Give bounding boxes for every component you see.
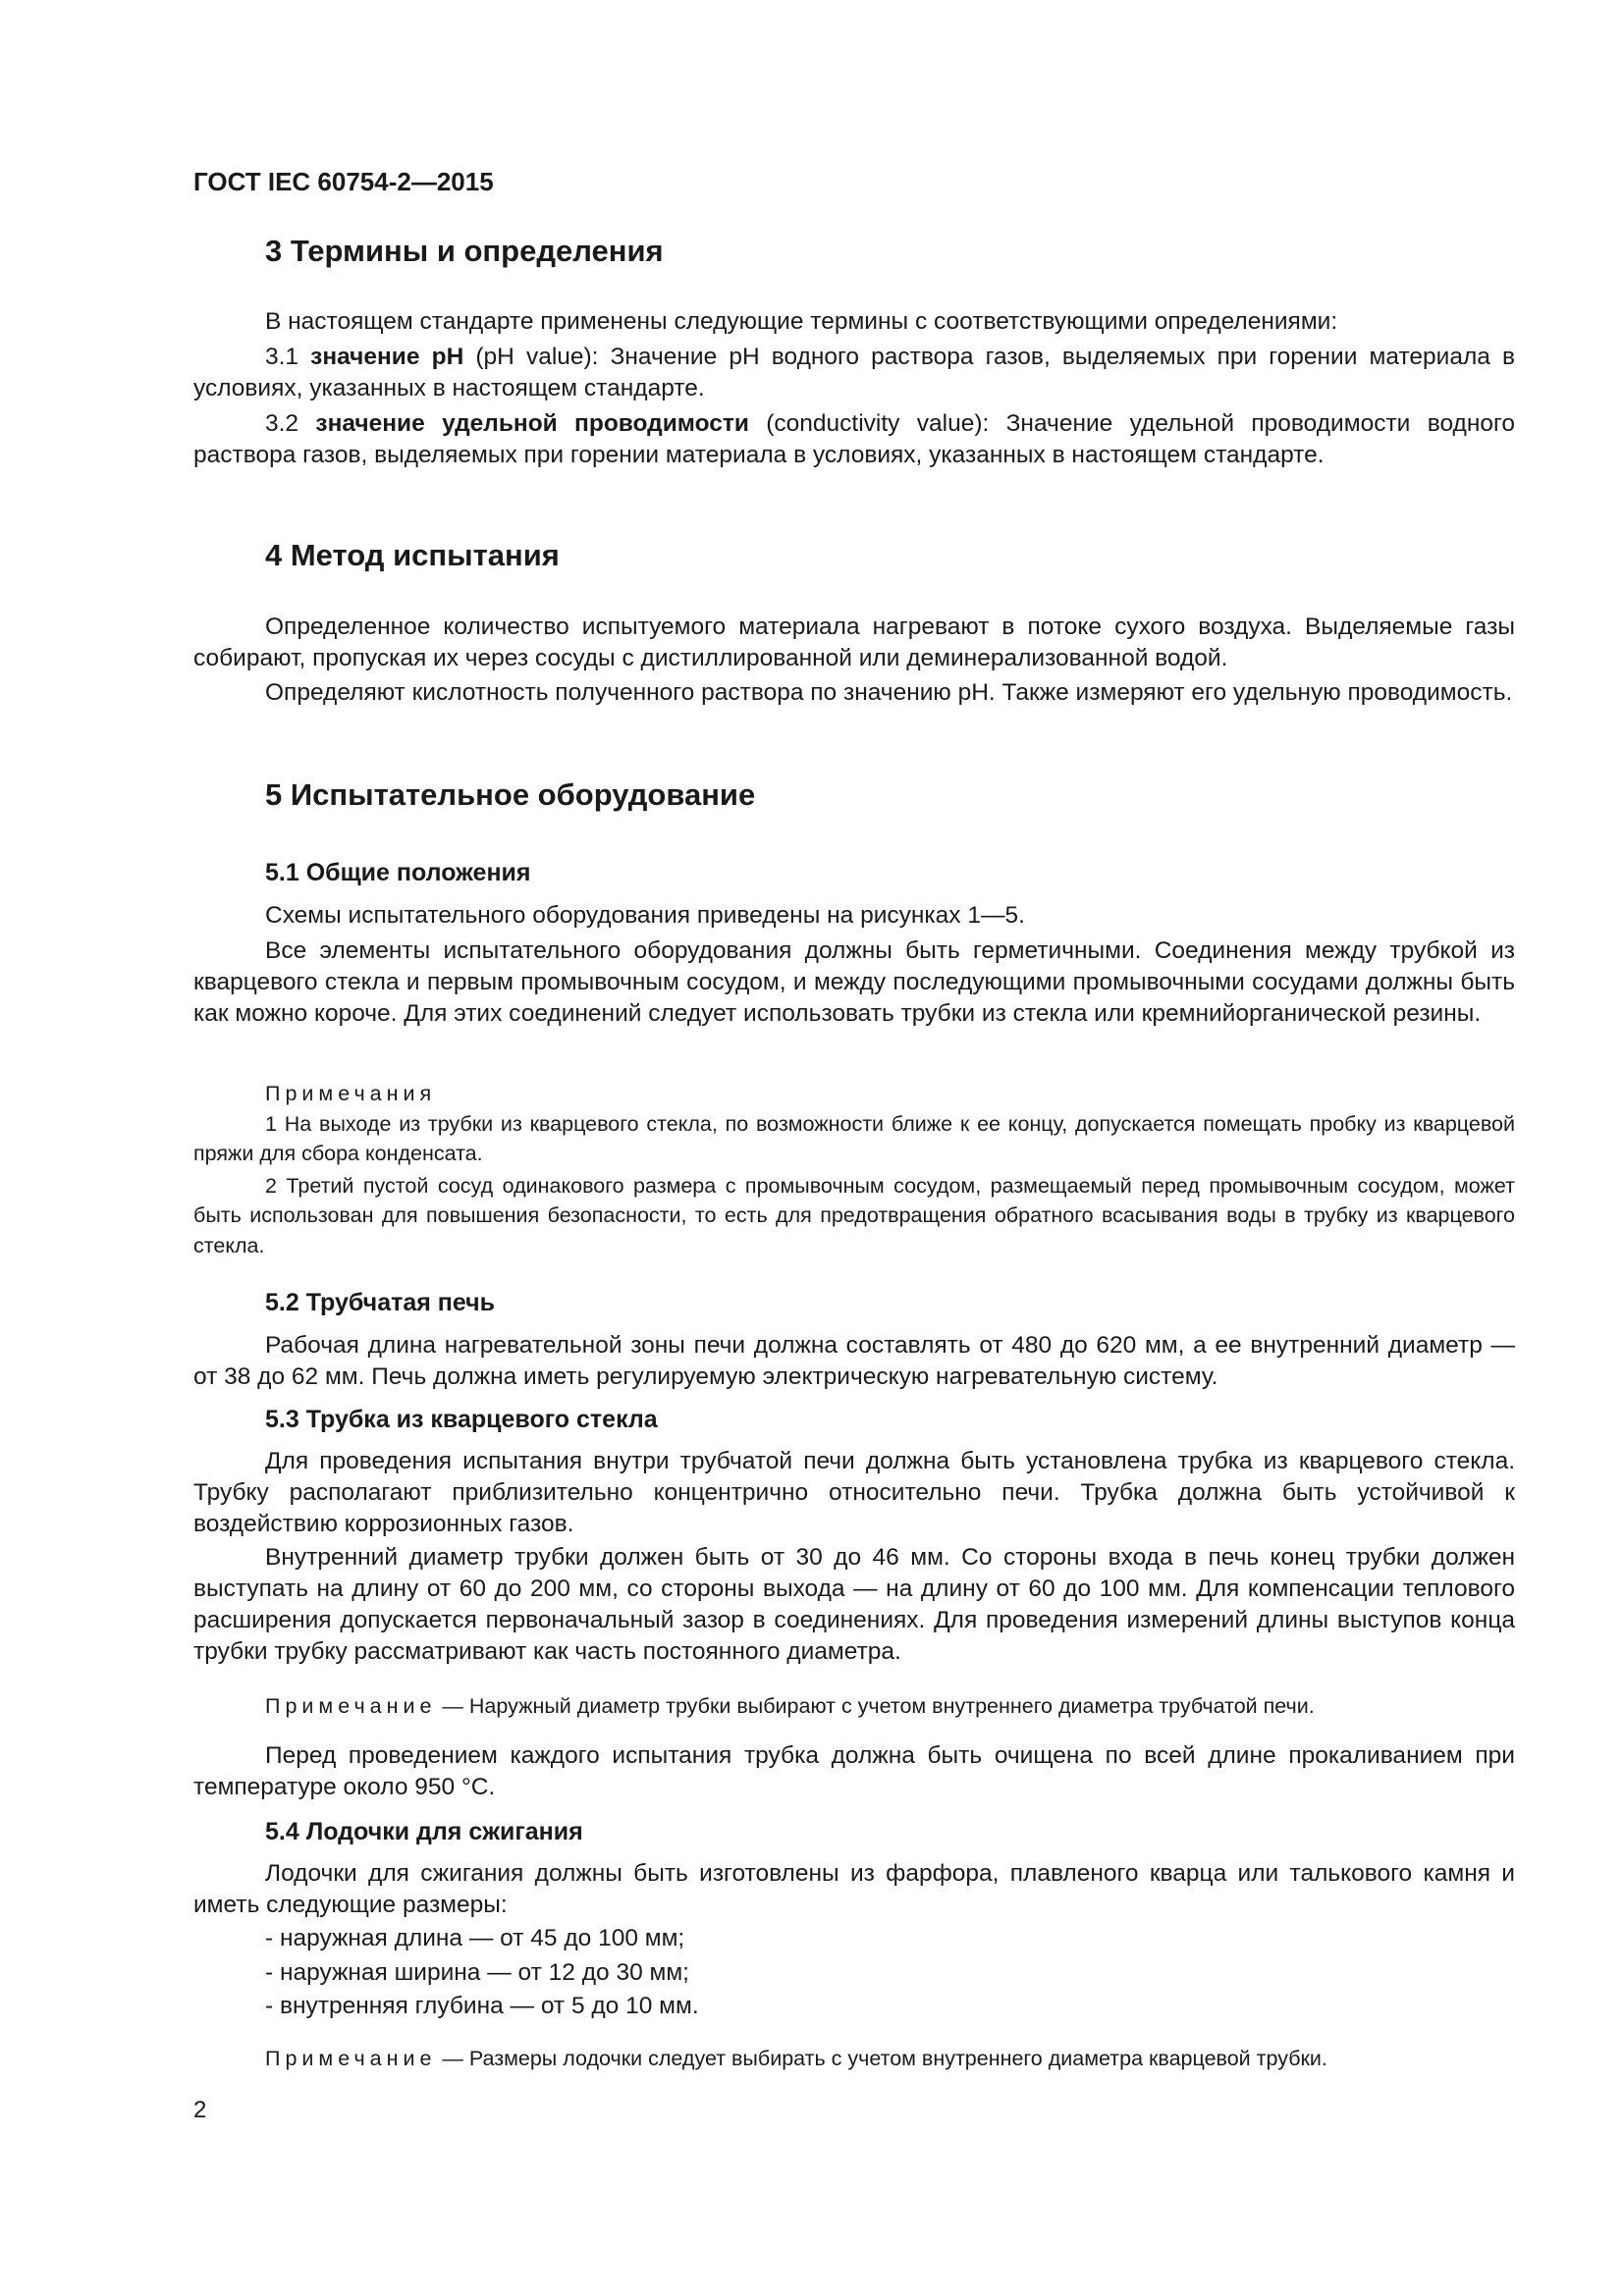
note-text: — Размеры лодочки следует выбирать с учетом внутреннего диаметра кварцевой трубки. xyxy=(436,2047,1327,2070)
section-5-3-body xyxy=(193,1446,1515,1668)
note-5-4 xyxy=(193,2044,1515,2074)
dimension-list xyxy=(265,1922,1587,2024)
paragraph: Перед проведением каждого испытания трубка должна быть очищена по всей длине прокаливанием при температуре около 950 °С. xyxy=(193,1742,1515,1800)
section-5-3-title: 5.3 Трубка из кварцевого стекла xyxy=(265,1406,658,1433)
paragraph: Схемы испытательного оборудования приведены на рисунках 1—5. xyxy=(265,902,1025,929)
section-5-1-body xyxy=(193,900,1515,1030)
section-5-1-title: 5.1 Общие положения xyxy=(265,859,531,886)
section-3-body xyxy=(193,306,1515,471)
section-3-title: 3 Термины и определения xyxy=(265,234,664,268)
paragraph: Определенное количество испытуемого материала нагревают в потоке сухого воздуха. Выделяемые газы собирают, пропуская их через сосуды с дистиллированной или деминерализованной водой. xyxy=(193,614,1515,671)
note: 1 На выходе из трубки из кварцевого стекла, по возможности ближе к ее концу, допускается помещать пробку из кварцевой пряжи для сбора конденсата. xyxy=(193,1111,1515,1165)
note-label: Примечание xyxy=(265,2047,437,2070)
def-text: (pH value): Значение pH водного раствора газов, выделяемых при горении материала в условиях, указанных в настоящем стандарте. xyxy=(193,344,1516,401)
notes-label: Примечания xyxy=(265,1082,437,1105)
list-item: - наружная ширина — от 12 до 30 мм; xyxy=(265,1958,689,1986)
list-item: - наружная длина — от 45 до 100 мм; xyxy=(265,1925,685,1951)
paragraph: Лодочки для сжигания должны быть изготовлены из фарфора, плавленого кварца или талькового камня и иметь следующие размеры: xyxy=(193,1860,1515,1918)
section-5-2-title: 5.2 Трубчатая печь xyxy=(265,1289,496,1316)
definition-3-2 xyxy=(193,408,1515,471)
section-4-title: 4 Метод испытания xyxy=(265,538,560,572)
list-item: - внутренняя глубина — от 5 до 10 мм. xyxy=(265,1993,699,2019)
note-5-3 xyxy=(193,1691,1515,1722)
paragraph: Все элементы испытательного оборудования должны быть герметичными. Соединения между трубкой из кварцевого стекла и первым промывочным сосудом, и между последующими промывочными сосудами должны быть как можно короче. Для этих соединений следует использовать трубки из стекла или кремнийорганической резины. xyxy=(193,937,1515,1027)
section-5-4-title: 5.4 Лодочки для сжигания xyxy=(265,1818,583,1845)
section-5-title: 5 Испытательное оборудование xyxy=(265,777,756,812)
def-number: 3.1 xyxy=(265,344,311,370)
def-text: (conductivity value): Значение удельной проводимости водного раствора газов, выделяемых при горении материала в условиях, указанных в настоящем стандарте. xyxy=(193,410,1516,468)
def-term: значение pH xyxy=(310,344,464,370)
paragraph: Внутренний диаметр трубки должен быть от 30 до 46 мм. Со стороны входа в печь конец трубки должен выступать на длину от 60 до 200 мм, со стороны выхода — на длину от 60 до 100 мм. Для компенсации теплового расширения допускается первоначальный зазор в соединениях. Для проведения измерений длины выступов конца трубки трубку рассматривают как часть постоянного диаметра. xyxy=(193,1544,1515,1665)
page-number: 2 xyxy=(193,2097,207,2123)
section-4-body xyxy=(193,612,1515,709)
paragraph: Для проведения испытания внутри трубчатой печи должна быть установлена трубка из кварцевого стекла. Трубку располагают приблизительно концентрично относительно печи. Трубка должна быть устойчивой к воздействию коррозионных газов. xyxy=(193,1448,1515,1537)
definition-3-1 xyxy=(193,342,1515,404)
note-text: — Наружный диаметр трубки выбирают с учетом внутреннего диаметра трубчатой печи. xyxy=(436,1694,1315,1718)
note: 2 Третий пустой сосуд одинакового размера с промывочным сосудом, размещаемый перед промывочным сосудом, может быть использован для повышения безопасности, то есть для предотвращения обратного всасывания воды в трубку из кварцевого стекла. xyxy=(193,1173,1515,1257)
def-term: значение удельной проводимости xyxy=(315,410,749,437)
section-5-2-body: Рабочая длина нагревательной зоны печи должна составлять от 480 до 620 мм, а ее внутренний диаметр — от 38 до 62 мм. Печь должна иметь регулируемую электрическую нагревательную систему. xyxy=(193,1332,1515,1390)
notes-5-1 xyxy=(193,1079,1515,1260)
def-number: 3.2 xyxy=(265,410,316,437)
paragraph: В настоящем стандарте применены следующие термины с соответствующими определениями: xyxy=(265,308,1338,335)
note-label: Примечание xyxy=(265,1694,437,1718)
paragraph: Определяют кислотность полученного раствора по значению pH. Также измеряют его удельную проводимость. xyxy=(265,679,1513,706)
document-header: ГОСТ IEC 60754-2—2015 xyxy=(193,167,494,196)
